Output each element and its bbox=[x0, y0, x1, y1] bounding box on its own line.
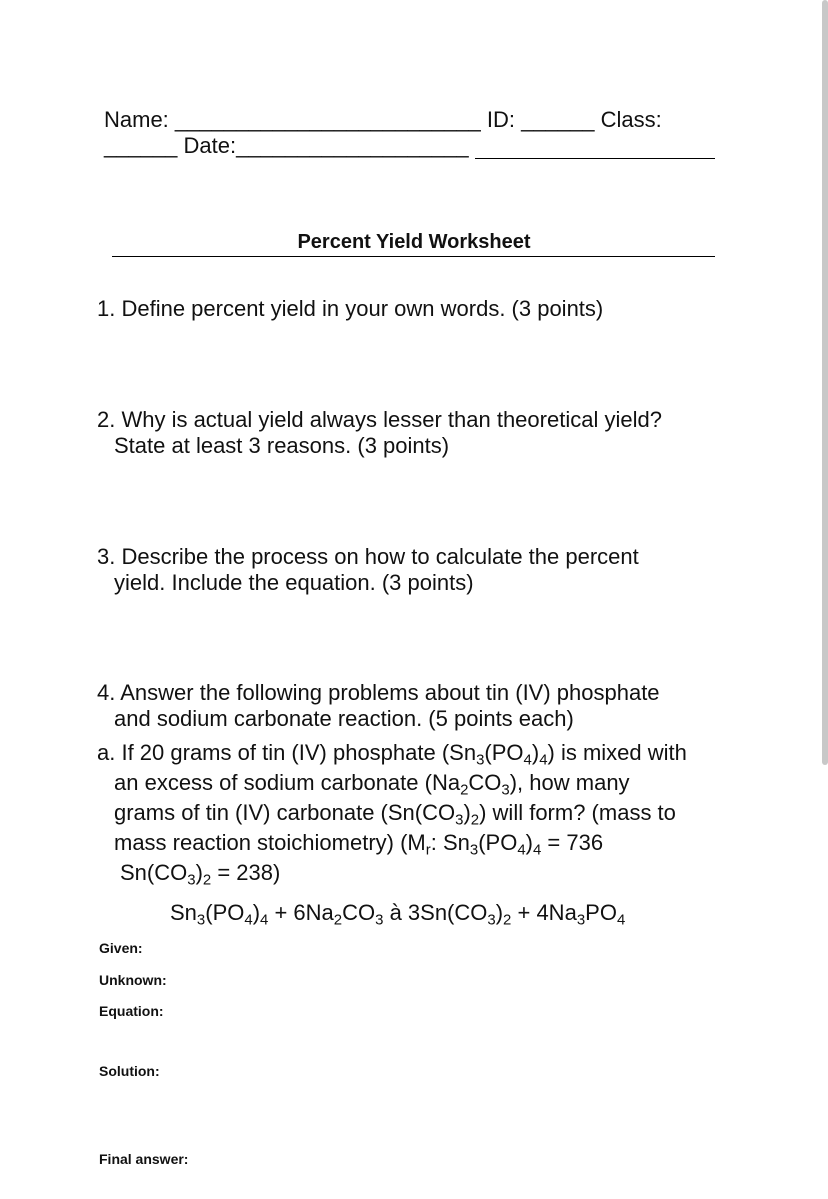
page-title: Percent Yield Worksheet bbox=[297, 231, 531, 253]
header-underline bbox=[475, 158, 715, 159]
unknown-label: Unknown: bbox=[99, 972, 167, 988]
question-4-line-2: and sodium carbonate reaction. (5 points each) bbox=[114, 706, 574, 731]
problem-a-line-5: $Sn(CO_3)_2 = 238$) bbox=[120, 860, 281, 889]
problem-a-line-1: a. If 20 grams of tin (IV) phosphate $(Sn_3(PO_4)_4)$ is mixed with bbox=[97, 740, 687, 769]
scrollbar[interactable] bbox=[822, 0, 828, 765]
reaction-equation: $Sn_3(PO_4)_4 + 6Na_2CO_3$ à $3Sn(CO_3)_2 + 4Na_3PO_4$ bbox=[170, 900, 626, 929]
question-3-line-1: 3. Describe the process on how to calculate the percent bbox=[97, 544, 639, 569]
question-3-line-2: yield. Include the equation. (3 points) bbox=[114, 570, 474, 595]
problem-a-line-2: an excess of sodium carbonate $(Na_2CO_3)$, how many bbox=[114, 770, 630, 799]
date-line: ______ Date:___________________ bbox=[104, 133, 469, 158]
problem-a-line-3: grams of tin (IV) carbonate $(Sn(CO_3)_2)$ will form? (mass to bbox=[114, 800, 676, 829]
given-label: Given: bbox=[99, 940, 143, 956]
final-answer-label: Final answer: bbox=[99, 1151, 189, 1167]
title-underline bbox=[112, 256, 715, 257]
question-2-line-2: State at least 3 reasons. (3 points) bbox=[114, 433, 450, 458]
name-id-class-line: Name: _________________________ ID: ______ Class: bbox=[104, 107, 662, 132]
equation-label: Equation: bbox=[99, 1003, 164, 1019]
problem-a-line-4: mass reaction stoichiometry) ($M_r$: $Sn_3(PO_4)_4 = 736$ bbox=[114, 830, 604, 859]
question-2-line-1: 2. Why is actual yield always lesser than theoretical yield? bbox=[97, 407, 662, 432]
question-4-line-1: 4. Answer the following problems about tin (IV) phosphate bbox=[97, 680, 660, 705]
solution-label: Solution: bbox=[99, 1063, 160, 1079]
question-1: 1. Define percent yield in your own words. (3 points) bbox=[97, 296, 604, 321]
